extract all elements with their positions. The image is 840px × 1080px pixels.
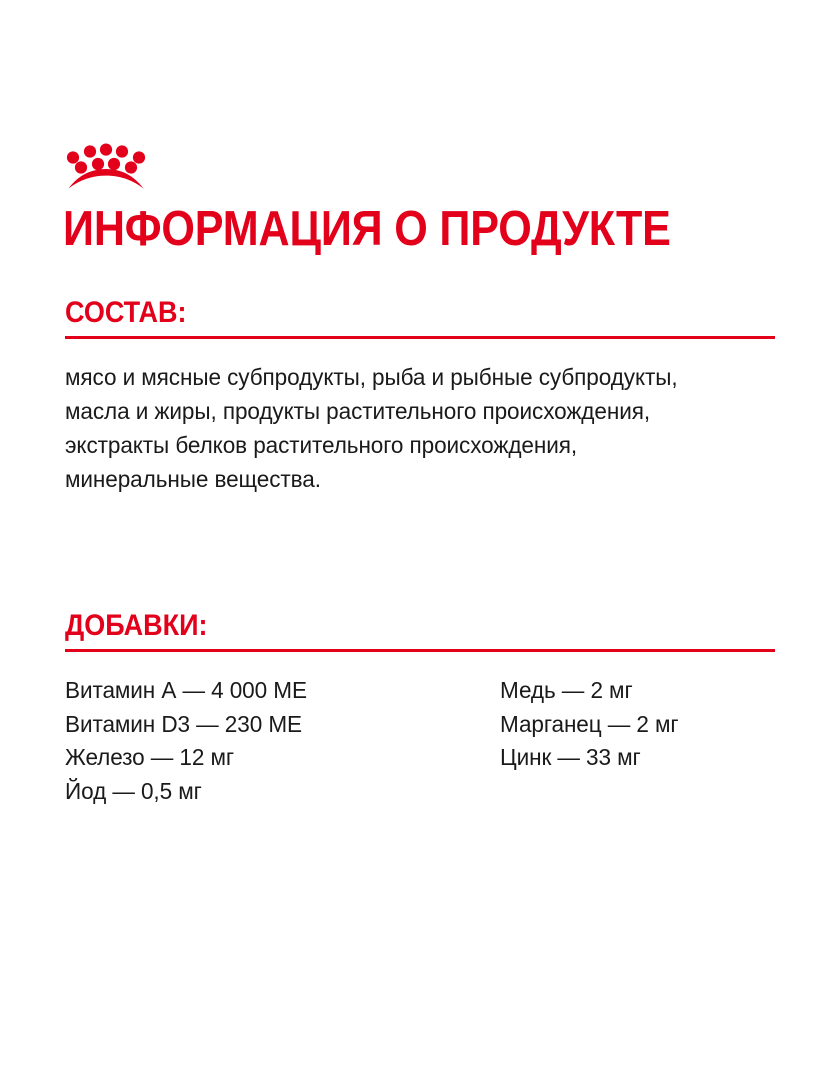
additives-column-left [65,674,500,808]
additives-list [65,652,775,808]
additives-heading: ДОБАВКИ: [65,609,208,642]
additives-column-right [500,674,775,808]
list-item: Железо — 12 мг [65,744,235,770]
list-item: Витамин А — 4 000 МЕ [65,677,307,703]
list-item: Марганец — 2 мг [500,710,679,737]
royal-canin-crown-icon [65,143,147,191]
page-title: ИНФОРМАЦИЯ О ПРОДУКТЕ [63,202,671,256]
list-item: Витамин D3 — 230 МЕ [65,710,302,737]
list-item: Медь — 2 мг [500,677,633,703]
composition-body-text: мясо и мясные субпродукты, рыба и рыбные субпродукты, масла и жиры, продукты растительного происхождения, экстракты белков растительного происхождения, минеральные вещества. [65,364,678,492]
additives-section [65,609,775,808]
composition-heading: СОСТАВ: [65,296,187,329]
composition-section [65,296,775,496]
list-item: Цинк — 33 мг [500,744,641,770]
list-item: Йод — 0,5 мг [65,777,202,804]
